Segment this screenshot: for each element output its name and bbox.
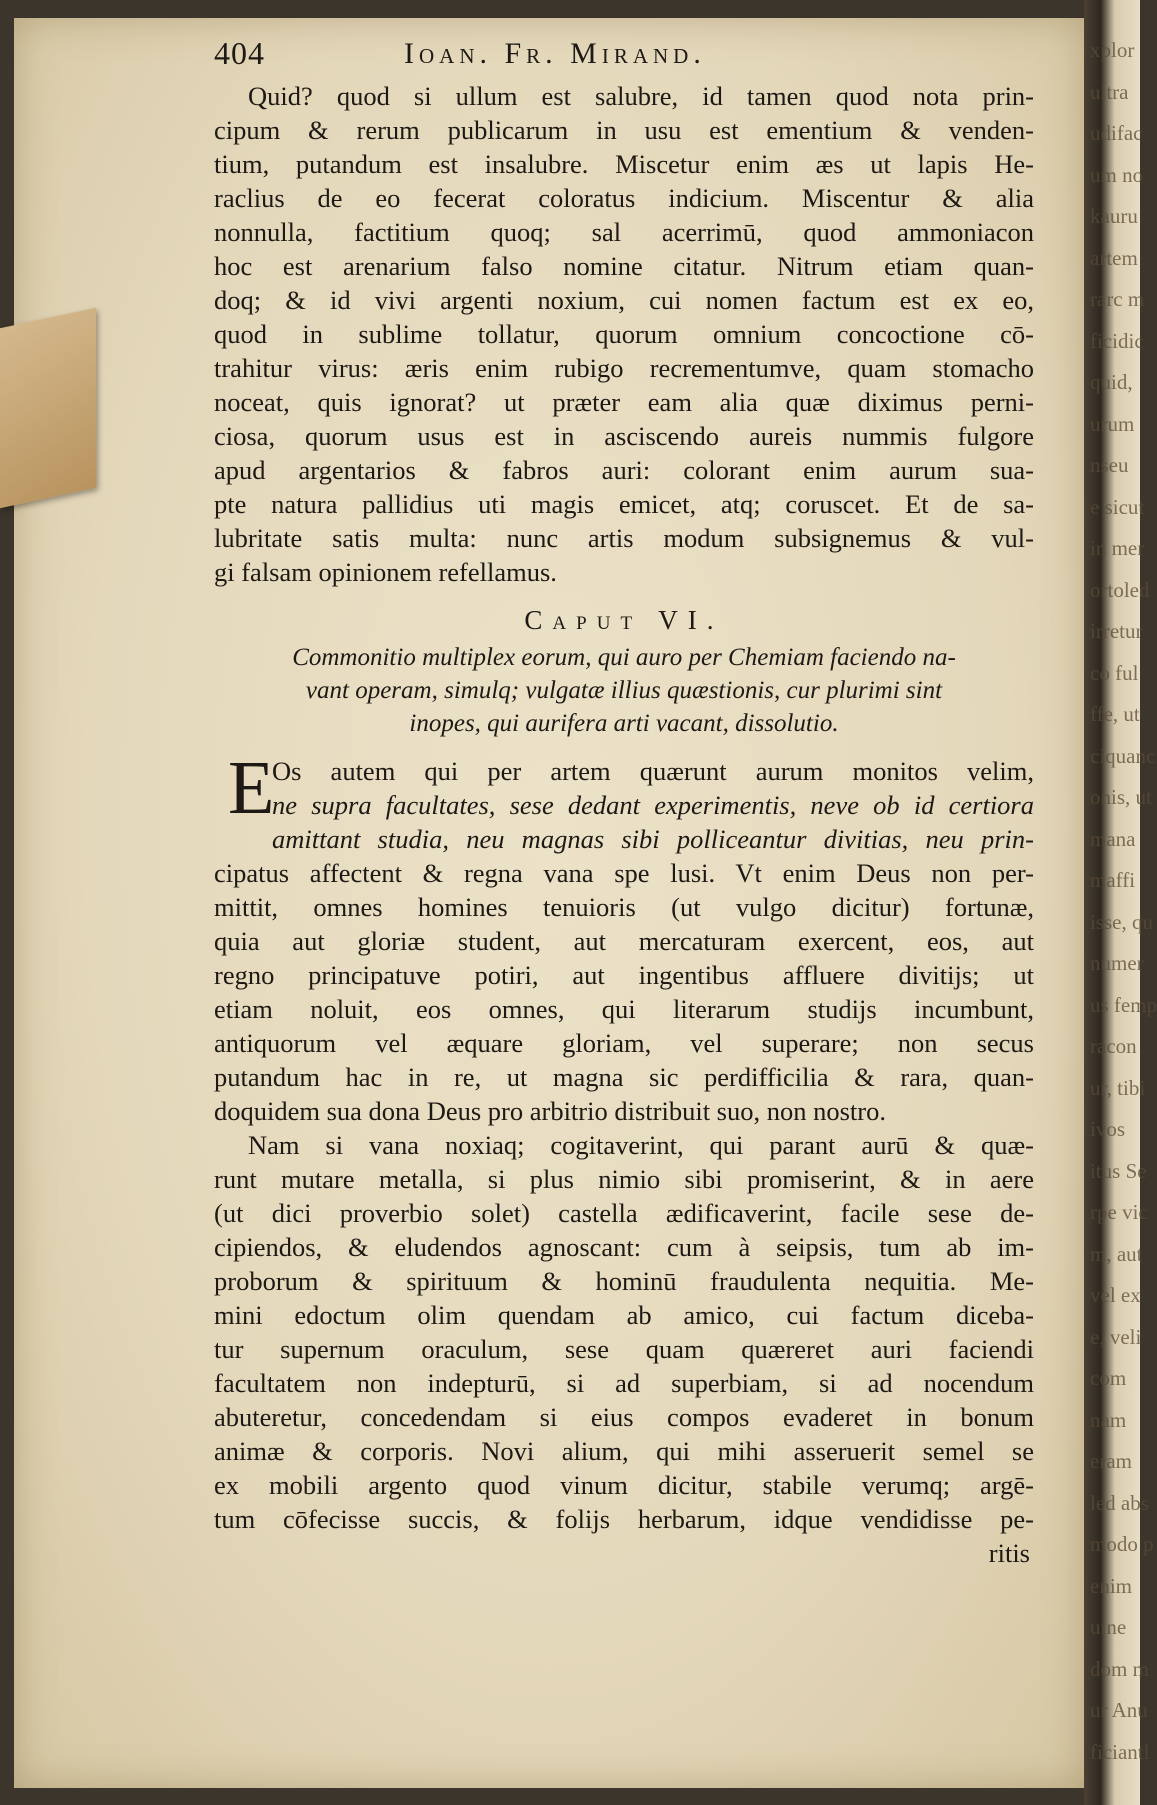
margin-fragment: ivos [1090, 1117, 1126, 1141]
margin-fragment: irretur [1090, 619, 1143, 643]
margin-fragment: racon [1090, 1034, 1137, 1058]
margin-fragment: ur Anu [1090, 1698, 1148, 1722]
catchword: ritis [988, 1538, 1030, 1568]
margin-fragment: ortoled [1090, 577, 1150, 602]
paragraph-2 [214, 746, 1034, 1128]
page-text [214, 35, 1034, 1570]
text-line: putandum hac in re, ut magna sic perdifficilia & rara, quan- [214, 1062, 1034, 1092]
paragraph-1 [214, 79, 1034, 589]
margin-fragment: itus Se [1090, 1158, 1147, 1183]
summary-line: Commonitio multiplex eorum, qui auro per Chemiam faciendo na- [292, 644, 956, 671]
margin-fragment: rpe vic [1090, 1200, 1148, 1224]
text-line: Nam si vana noxiaq; cogitaverint, qui parant aurū & quæ- [248, 1130, 1034, 1160]
margin-fragment: quid, [1090, 370, 1133, 394]
margin-fragment: vel ex [1090, 1283, 1141, 1307]
margin-fragment: dom m [1090, 1656, 1149, 1681]
text-line: ciosa, quorum usus est in asciscendo aureis nummis fulgore [214, 421, 1034, 451]
text-line: ex mobili argento quod vinum dicitur, stabile verumq; argē- [214, 1470, 1034, 1500]
margin-fragment: modo p [1090, 1532, 1154, 1556]
text-line: doq; & id vivi argenti noxium, cui nomen factum est ex eo, [214, 285, 1034, 315]
margin-fragment: ficiantl [1090, 1739, 1150, 1764]
text-line: (ut dici proverbio solet) castella ædificaverint, facile sese de- [214, 1198, 1034, 1228]
text-line: cipatus affectent & regna vana spe lusi. Vt enim Deus non per- [214, 858, 1034, 888]
text-line: lubritate satis multa: nunc artis modum subsignemus & vul- [214, 523, 1034, 553]
margin-fragment: enim [1090, 1573, 1132, 1598]
margin-fragment: isse, qu [1090, 909, 1153, 934]
margin-fragment: co ful [1090, 660, 1139, 685]
margin-fragment: eram [1090, 1449, 1132, 1473]
text-line: amittant studia, neu magnas sibi polliceantur divitias, neu prin- [272, 824, 1034, 854]
text-line: quia aut gloriæ student, aut mercaturam exercent, eos, aut [214, 926, 1034, 956]
text-line: antiquorum vel æquare gloriam, vel superare; non secus [214, 1028, 1034, 1058]
paragraph-3 [214, 1128, 1034, 1536]
margin-fragment: xplor [1090, 38, 1135, 62]
facing-page-margin [1090, 30, 1157, 1764]
text-line: regno principatuve potiri, aut ingentibus affluere divitijs; ut [214, 960, 1034, 990]
margin-fragment: uine [1090, 1615, 1127, 1639]
text-line: Os autem qui per artem quærunt aurum monitos velim, [272, 756, 1034, 786]
running-head: Ioan. Fr. Mirand. [404, 37, 706, 70]
margin-fragment: mana [1090, 826, 1136, 851]
margin-fragment: e sicut [1090, 494, 1145, 519]
text-line: raclius de eo fecerat coloratus indicium. Miscentur & alia [214, 183, 1034, 213]
margin-fragment: ur, tibi [1090, 1075, 1146, 1100]
margin-fragment: us femp [1090, 992, 1157, 1017]
margin-fragment: in mer [1090, 536, 1145, 560]
text-line: nonnulla, factitium quoq; sal acerrimū, quod ammoniacon [214, 217, 1034, 247]
margin-fragment: ciquanc [1090, 743, 1156, 768]
margin-fragment: ultra [1090, 79, 1129, 104]
margin-fragment: led abs [1090, 1490, 1149, 1515]
margin-fragment: rarc m [1090, 287, 1145, 311]
text-line: proborum & spirituum & hominū fraudulenta nequitia. Me- [214, 1266, 1034, 1296]
page-header [214, 35, 1034, 79]
margin-fragment: ficidic [1090, 328, 1144, 353]
text-line: tum cōfecisse succis, & folijs herbarum, idque vendidisse pe- [214, 1504, 1034, 1534]
margin-fragment: udifac [1090, 121, 1143, 145]
margin-fragment: nam [1090, 1407, 1127, 1432]
chapter-title: Caput VI. [524, 605, 724, 635]
text-line: animæ & corporis. Novi alium, qui mihi asseruerit semel se [214, 1436, 1034, 1466]
margin-fragment: kauru [1090, 204, 1138, 228]
page-number: 404 [214, 35, 265, 71]
drop-capital: E [228, 746, 275, 830]
text-line: noceat, quis ignorat? ut præter eam alia quæ diximus perni- [214, 387, 1034, 417]
text-line: apud argentarios & fabros auri: colorant enim aurum sua- [214, 455, 1034, 485]
text-line: cipum & rerum publicarum in usu est ementium & venden- [214, 115, 1034, 145]
margin-fragment: um no [1090, 162, 1144, 187]
text-line: mittit, omnes homines tenuioris (ut vulgo dicitur) fortunæ, [214, 892, 1034, 922]
margin-fragment: urum [1090, 411, 1135, 436]
text-line: quod in sublime tollatur, quorum omnium concoctione cō- [214, 319, 1034, 349]
text-line: tur supernum oraculum, sese quam quæreret auri faciendi [214, 1334, 1034, 1364]
text-line: hoc est arenarium falso nomine citatur. Nitrum etiam quan- [214, 251, 1034, 281]
text-line: cipiendos, & eludendos agnoscant: cum à seipsis, tum ab im- [214, 1232, 1034, 1262]
text-line: etiam noluit, eos omnes, qui literarum studijs incumbunt, [214, 994, 1034, 1024]
summary-line: vant operam, simulq; vulgatæ illius quæstionis, cur plurimi sint [305, 677, 943, 704]
margin-fragment: numer [1090, 951, 1144, 975]
text-line: facultatem non indepturū, si ad superbiam, si ad nocendum [214, 1368, 1034, 1398]
summary-line: inopes, qui aurifera arti vacant, dissolutio. [409, 710, 839, 737]
text-line: trahitur virus: æris enim rubigo recrementumve, quam stomacho [214, 353, 1034, 383]
text-line: abuteretur, concedendam si eius compos evaderet in bonum [214, 1402, 1034, 1432]
text-line: pte natura pallidius uti magis emicet, atq; coruscet. Et de sa- [214, 489, 1034, 519]
text-line: mini edoctum olim quendam ab amico, cui factum diceba- [214, 1300, 1034, 1330]
margin-fragment: onis, ut [1090, 785, 1152, 809]
margin-fragment: m, aut [1090, 1241, 1143, 1266]
margin-fragment: ffe, ut [1090, 702, 1140, 726]
text-line: gi falsam opinionem refellamus. [214, 557, 557, 587]
margin-fragment: e, veli [1090, 1324, 1142, 1349]
text-line: ne supra facultates, sese dedant experimentis, neve ob id certiora [272, 790, 1034, 820]
text-line: Quid? quod si ullum est salubre, id tamen quod nota prin- [248, 81, 1034, 111]
margin-fragment: com [1090, 1366, 1127, 1390]
margin-fragment: maffi [1090, 868, 1136, 892]
paper-bookmark-tab [0, 308, 96, 508]
chapter-summary [214, 641, 1034, 740]
text-line: doquidem sua dona Deus pro arbitrio distribuit suo, non nostro. [214, 1096, 886, 1126]
margin-fragment: artem [1090, 245, 1138, 270]
text-line: tium, putandum est insalubre. Miscetur enim æs ut lapis He- [214, 149, 1034, 179]
text-line: runt mutare metalla, si plus nimio sibi promiserint, & in aere [214, 1164, 1034, 1194]
margin-fragment: nseu [1090, 453, 1129, 477]
